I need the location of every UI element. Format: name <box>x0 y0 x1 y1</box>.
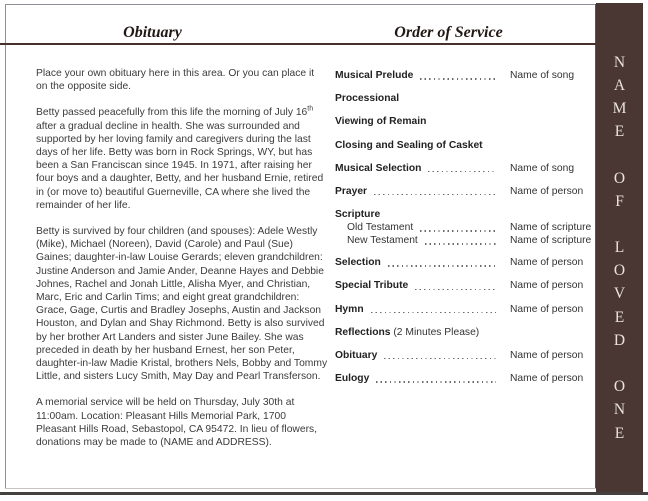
order-item-new-testament <box>335 234 618 247</box>
order-item-label: Selection <box>335 257 381 269</box>
obituary-text-block <box>36 67 328 462</box>
order-item-label: New Testament <box>347 235 418 247</box>
banner-letter: L <box>614 239 625 257</box>
banner-letter: D <box>613 331 626 349</box>
order-item-value: Name of song <box>510 162 575 174</box>
order-item-reflections <box>335 326 618 339</box>
order-item-prayer <box>335 185 618 198</box>
order-item-obituary <box>335 349 618 362</box>
order-item-scripture <box>335 208 618 221</box>
dotted-leader <box>374 194 496 195</box>
ordinal-superscript: th <box>307 105 314 113</box>
order-item-label: Eulogy <box>335 373 370 385</box>
order-item-label: Special Tribute <box>335 280 409 292</box>
obituary-paragraph-service-info: A memorial service will be held on Thursday, July 30th at 11:00am. Location: Pleasant Hills Memorial Park, 1700 Pleasant Hills Road, Sebastopol, CA 95472. In lieu of flowers, donations may be made to (NAME and ADDRESS). <box>36 397 318 449</box>
side-banner <box>596 3 643 492</box>
dotted-leader <box>384 358 496 359</box>
order-item-value: Name of person <box>510 349 584 361</box>
banner-word-gap <box>596 352 643 375</box>
order-item-label: Obituary <box>335 349 378 361</box>
order-item-label: Reflections <box>335 326 391 338</box>
banner-letter: V <box>613 285 626 303</box>
order-item-eulogy <box>335 372 618 385</box>
banner-letter: E <box>614 308 625 326</box>
banner-letter: N <box>613 53 626 71</box>
order-item-label: Closing and Sealing of Casket <box>335 139 483 151</box>
order-item-value: Name of scripture <box>510 235 592 247</box>
banner-letter: O <box>613 169 626 187</box>
banner-letter: N <box>613 401 626 419</box>
order-item-processional <box>335 92 618 105</box>
dotted-leader <box>425 243 496 244</box>
order-of-service-heading: Order of Service <box>394 24 503 41</box>
order-item-label: Musical Selection <box>335 162 422 174</box>
order-item-selection <box>335 256 618 269</box>
dotted-leader <box>415 289 496 290</box>
banner-word-gap <box>596 144 643 167</box>
dotted-leader <box>420 230 496 231</box>
obituary-paragraph-life-rest: after a gradual decline in health. She was surrounded and supported by her loving family and caregivers during the last days of her life. Betty was born in Rock Springs, WY, but has been a San Franciscan since 1945. In 1971, after raising her four boys and a daughter, Betty, and her husband Ernie, retired in (or move to) beautiful Guerneville, CA where she lived the remainder of her life. <box>36 120 324 211</box>
order-item-value: Name of person <box>510 257 584 269</box>
order-item-musical-selection <box>335 162 618 175</box>
dotted-leader <box>428 171 496 172</box>
obituary-paragraph-placeholder: Place your own obituary here in this area. Or you can place it on the opposite side. <box>36 68 315 93</box>
order-item-value: Name of person <box>510 185 584 197</box>
dotted-leader <box>388 265 496 266</box>
order-item-viewing-of-remain <box>335 115 618 128</box>
page-border-top <box>5 4 596 5</box>
order-of-service-list <box>335 69 618 395</box>
order-item-closing-and-sealing-of-casket <box>335 139 618 152</box>
bottom-rule <box>0 492 648 495</box>
order-item-label: Musical Prelude <box>335 70 414 81</box>
header-rule <box>0 43 597 45</box>
dotted-leader <box>420 78 496 79</box>
banner-letter: E <box>614 424 625 442</box>
order-item-label: Hymn <box>335 303 364 315</box>
banner-letter: E <box>614 123 625 141</box>
dotted-leader <box>376 381 496 382</box>
obituary-paragraph-survivors: Betty is survived by four children (and spouses): Adele Westly (Mike), Michael (Noreen), David (Carole) and Paul (Sue) Gaines; daughter-in-law Louise Gerards; eleven grandchildren: Justine Anderson and Jamie Ander, Deanne Hayes and Debbie Johnes, Rachel and Jonah Little, Alisha Myer, and Christian, Marc, Eric and Carlin Tims; and eight great grandchildren: Grace, Gage, Curtis and Bradley Josephs, Austin and Jackson Houston, and Dylan and Shay Richmond. Betty is also survived by her brother Art Landers and sister June Bailey. She was preceded in death by her husband Ernest, her son Peter, daughter-in-law Madie Kristal, brothers Nels, Bobby and Tommy Little, and sisters Lucy Smith, May Day and Pearl Transferson. <box>36 226 328 383</box>
order-item-label: Viewing of Remain <box>335 116 427 128</box>
order-item-old-testament <box>335 221 618 234</box>
obituary-paragraph-life <box>36 106 328 212</box>
obituary-heading: Obituary <box>123 24 182 41</box>
banner-letter: F <box>615 192 624 210</box>
page-border-left <box>5 4 6 489</box>
banner-letter: O <box>613 378 626 396</box>
order-item-value: Name of song <box>510 70 575 81</box>
order-item-note: (2 Minutes Please) <box>390 326 480 338</box>
obituary-paragraph-life-start: Betty passed peacefully from this life the morning of July 16 <box>36 107 308 119</box>
banner-word-gap <box>596 213 643 236</box>
order-item-label: Old Testament <box>347 222 414 234</box>
order-item-musical-prelude <box>335 69 618 82</box>
page-border-bottom <box>5 488 596 489</box>
order-item-value: Name of person <box>510 303 584 315</box>
order-item-value: Name of person <box>510 373 584 385</box>
order-item-label: Processional <box>335 93 400 105</box>
order-item-label: Prayer <box>335 185 368 197</box>
order-item-hymn <box>335 303 618 316</box>
dotted-leader <box>371 312 496 313</box>
order-item-special-tribute <box>335 279 618 292</box>
banner-letter: M <box>612 99 627 117</box>
order-item-value: Name of person <box>510 280 584 292</box>
order-item-value: Name of scripture <box>510 222 592 234</box>
banner-letter: O <box>613 262 626 280</box>
banner-letter: A <box>613 76 626 94</box>
order-item-label: Scripture <box>335 209 381 221</box>
